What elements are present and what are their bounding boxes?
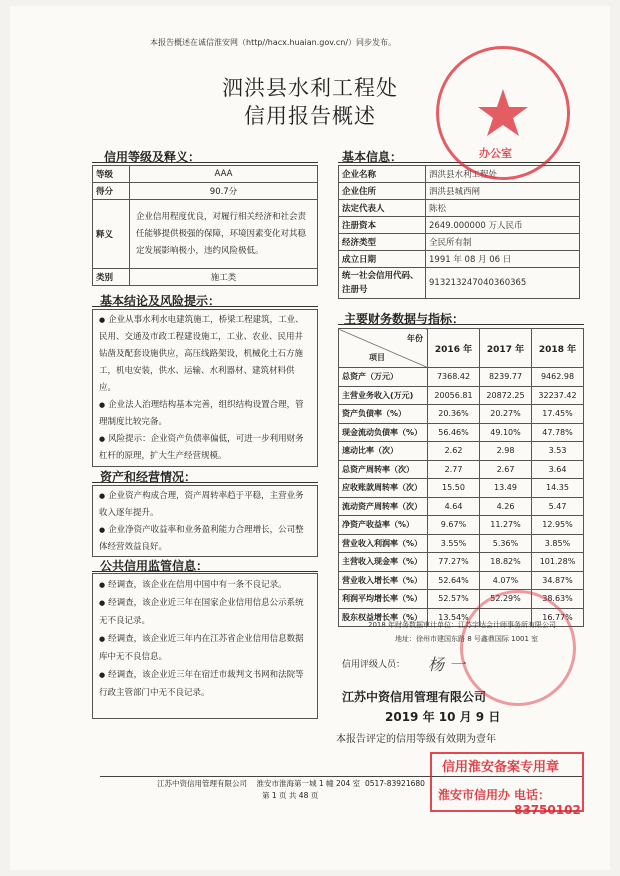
footer-company-line bbox=[157, 778, 425, 789]
address-value: 泗洪县城西闸 bbox=[426, 183, 580, 200]
metric-value: 15.50 bbox=[428, 479, 480, 498]
metric-value: 11.27% bbox=[480, 516, 532, 535]
metric-name: 总资产周转率（次） bbox=[339, 460, 428, 479]
stamp-line1: 信用淮安备案专用章 bbox=[442, 760, 560, 775]
finance-row bbox=[339, 479, 584, 498]
year-header: 2016 年 bbox=[428, 329, 480, 368]
metric-value: 8239.77 bbox=[480, 368, 532, 387]
legal-rep-value: 陈松 bbox=[426, 200, 580, 217]
metric-value: 3.85% bbox=[532, 534, 584, 553]
metric-value: 34.87% bbox=[532, 571, 584, 590]
corner-item: 项目 bbox=[369, 353, 385, 362]
bottom-seal bbox=[460, 590, 576, 706]
meaning-value: 企业信用程度优良，对履行相关经济和社会责任能够提供极强的保障，环境因素变化对其稳定发展影响极小，违约风险极低。 bbox=[130, 200, 318, 269]
conclusion-item: ● 风险提示：企业资产负债率偏低，可进一步利用财务杠杆的原理，扩大生产经营规模。 bbox=[99, 431, 311, 465]
metric-name: 主营收入现金率（%） bbox=[339, 553, 428, 572]
metric-value: 47.78% bbox=[532, 423, 584, 442]
metric-value: 77.27% bbox=[428, 553, 480, 572]
metric-value: 20.36% bbox=[428, 405, 480, 424]
metric-value: 13.49 bbox=[480, 479, 532, 498]
audit-note: 2018 年财务数据审计单位：江苏宇达会计师事务所有限公司 bbox=[368, 621, 557, 629]
finance-row bbox=[339, 423, 584, 442]
finance-heading: 主要财务数据与指标： bbox=[344, 312, 465, 326]
finance-row bbox=[339, 516, 584, 535]
stamp-line3: 电话：83750102 bbox=[514, 788, 581, 817]
metric-value: 20872.25 bbox=[480, 386, 532, 405]
finance-row bbox=[339, 571, 584, 590]
category-label: 类别 bbox=[93, 269, 130, 286]
public-item: ● 经调查，该企业近三年在宿迁市裁判文书网和法院等行政主管部门中无不良记录。 bbox=[99, 666, 311, 702]
metric-name: 利润平均增长率（%） bbox=[339, 590, 428, 609]
credit-code-label: 统一社会信用代码、注册号 bbox=[339, 268, 426, 299]
corner-year: 年份 bbox=[407, 334, 423, 343]
metric-value: 18.82% bbox=[480, 553, 532, 572]
basic-heading: 基本信息： bbox=[342, 150, 403, 164]
metric-value: 3.53 bbox=[532, 442, 584, 461]
divider bbox=[338, 324, 584, 325]
metric-name: 速动比率（次） bbox=[339, 442, 428, 461]
finance-row bbox=[339, 368, 584, 387]
audit-address: 地址：徐州市建国东路 8 号鑫鼎国际 1001 室 bbox=[395, 635, 539, 643]
public-item: ● 经调查，该企业近三年在国家企业信用信息公示系统无不良记录。 bbox=[99, 594, 311, 630]
economy-type-label: 经济类型 bbox=[339, 234, 426, 251]
credit-code-value: 913213247040360365 bbox=[426, 268, 580, 299]
issue-date: 2019 年 10 月 9 日 bbox=[385, 710, 501, 724]
metric-name: 主营业务收入(万元) bbox=[339, 386, 428, 405]
divider bbox=[92, 162, 318, 163]
grade-value: AAA bbox=[130, 166, 318, 183]
category-value: 施工类 bbox=[130, 269, 318, 286]
finance-row bbox=[339, 460, 584, 479]
footer-phone: 0517-83921680 bbox=[364, 779, 425, 788]
conclusion-heading: 基本结论及风险提示： bbox=[100, 294, 221, 308]
score-label: 得分 bbox=[93, 183, 130, 200]
metric-value: 3.55% bbox=[428, 534, 480, 553]
credit-heading: 信用等级及释义： bbox=[104, 150, 201, 164]
year-header: 2017 年 bbox=[480, 329, 532, 368]
metric-value: 4.64 bbox=[428, 497, 480, 516]
finance-row bbox=[339, 497, 584, 516]
company-name-value: 泗洪县水利工程处 bbox=[426, 166, 580, 183]
year-header: 2018 年 bbox=[532, 329, 584, 368]
company-name-label: 企业名称 bbox=[339, 166, 426, 183]
legal-rep-label: 法定代表人 bbox=[339, 200, 426, 217]
conclusion-item: ● 企业法人治理结构基本完善，组织结构设置合理，管理制度比较完备。 bbox=[99, 397, 311, 431]
finance-row bbox=[339, 386, 584, 405]
report-title: 信用报告概述 bbox=[244, 104, 376, 128]
public-heading: 公共信用监管信息： bbox=[100, 559, 209, 573]
metric-value: 2.98 bbox=[480, 442, 532, 461]
metric-value: 52.29% bbox=[480, 590, 532, 609]
rater-label: 信用评级人员： bbox=[342, 660, 406, 670]
metric-name: 总资产（万元） bbox=[339, 368, 428, 387]
metric-name: 现金流动负债率（%） bbox=[339, 423, 428, 442]
metric-value: 16.77% bbox=[532, 608, 584, 627]
finance-table bbox=[338, 328, 584, 627]
metric-name: 应收账款周转率（次） bbox=[339, 479, 428, 498]
conclusion-box bbox=[92, 309, 318, 467]
metric-name: 资产负债率（%） bbox=[339, 405, 428, 424]
company-seal bbox=[436, 46, 570, 180]
capital-value: 2649.000000 万人民币 bbox=[426, 217, 580, 234]
metric-value: 17.45% bbox=[532, 405, 584, 424]
meaning-label: 释义 bbox=[93, 200, 130, 269]
conclusion-item: ● 企业从事水利水电建筑施工，桥梁工程建筑，工业、民用、交通及市政工程建设施工，工业、农业、民用井钻凿及配套设施供应，高压线路架设，机械化土石方施工，机电安装，供水、运输、水利器材、建筑材料供应。 bbox=[99, 312, 311, 397]
capital-label: 注册资本 bbox=[339, 217, 426, 234]
metric-value: 32237.42 bbox=[532, 386, 584, 405]
metric-name: 营业收入增长率（%） bbox=[339, 571, 428, 590]
footer-company: 江苏中资信用管理有限公司 bbox=[157, 779, 247, 788]
public-item: ● 经调查，该企业近三年内在江苏省企业信用信息数据库中无不良信息。 bbox=[99, 630, 311, 666]
metric-value: 9.67% bbox=[428, 516, 480, 535]
divider bbox=[92, 306, 318, 307]
metric-value: 14.35 bbox=[532, 479, 584, 498]
metric-value: 20056.81 bbox=[428, 386, 480, 405]
page-number: 第 1 页 共 48 页 bbox=[262, 791, 319, 800]
credit-table bbox=[92, 165, 318, 286]
founded-value: 1991 年 08 月 06 日 bbox=[426, 251, 580, 268]
metric-value: 4.07% bbox=[480, 571, 532, 590]
metric-value: 5.36% bbox=[480, 534, 532, 553]
operation-item: ● 企业净资产收益率和业务盈利能力合理增长，公司整体经营效益良好。 bbox=[99, 522, 311, 556]
metric-value: 13.54% bbox=[428, 608, 480, 627]
operation-box bbox=[92, 485, 318, 557]
basic-table bbox=[338, 165, 580, 299]
seal-bottom-text: 办公室 bbox=[479, 147, 512, 160]
metric-value: 52.57% bbox=[428, 590, 480, 609]
divider bbox=[92, 571, 318, 572]
finance-row bbox=[339, 553, 584, 572]
founded-label: 成立日期 bbox=[339, 251, 426, 268]
validity-note: 本报告评定的信用等级有效期为壹年 bbox=[336, 734, 496, 745]
public-item: ● 经调查，该企业在信用中国中有一条不良记录。 bbox=[99, 576, 311, 594]
metric-value: 3.64 bbox=[532, 460, 584, 479]
economy-type-value: 全民所有制 bbox=[426, 234, 580, 251]
metric-value: 49.10% bbox=[480, 423, 532, 442]
metric-value: 20.27% bbox=[480, 405, 532, 424]
filing-stamp bbox=[430, 752, 584, 817]
metric-value: 12.95% bbox=[532, 516, 584, 535]
operation-item: ● 企业资产构成合理，资产周转率趋于平稳，主营业务收入逐年提升。 bbox=[99, 488, 311, 522]
metric-name: 股东权益增长率（%） bbox=[339, 608, 428, 627]
metric-name: 流动资产周转率（次） bbox=[339, 497, 428, 516]
public-box bbox=[92, 573, 318, 719]
corner-header bbox=[339, 329, 428, 368]
address-label: 企业住所 bbox=[339, 183, 426, 200]
footer-address: 淮安市淮海第一城 1 幢 204 室 bbox=[256, 779, 361, 788]
report-title-org: 泗洪县水利工程处 bbox=[222, 76, 398, 100]
metric-value: 56.46% bbox=[428, 423, 480, 442]
metric-value: 52.64% bbox=[428, 571, 480, 590]
metric-value: 2.67 bbox=[480, 460, 532, 479]
metric-value: 2.77 bbox=[428, 460, 480, 479]
metric-value: 5.47 bbox=[532, 497, 584, 516]
finance-row bbox=[339, 442, 584, 461]
metric-name: 净资产收益率（%） bbox=[339, 516, 428, 535]
metric-value: 7368.42 bbox=[428, 368, 480, 387]
operation-heading: 资产和经营情况： bbox=[100, 470, 197, 484]
grade-label: 等级 bbox=[93, 166, 130, 183]
metric-value: 9462.98 bbox=[532, 368, 584, 387]
metric-value: 101.28% bbox=[532, 553, 584, 572]
publish-notice: 本报告概述在诚信淮安网（http//hacx.huaian.gov.cn/）同步发布。 bbox=[150, 38, 397, 47]
finance-row bbox=[339, 534, 584, 553]
issuer-name: 江苏中资信用管理有限公司 bbox=[342, 690, 487, 704]
metric-value: 4.26 bbox=[480, 497, 532, 516]
metric-value: 2.62 bbox=[428, 442, 480, 461]
stamp-line2: 淮安市信用办 bbox=[438, 788, 511, 802]
divider bbox=[92, 482, 318, 483]
finance-row bbox=[339, 405, 584, 424]
metric-name: 营业收入利润率（%） bbox=[339, 534, 428, 553]
rater-signature: 杨 一 bbox=[428, 655, 466, 674]
metric-value: 38.63% bbox=[532, 590, 584, 609]
score-value: 90.7分 bbox=[130, 183, 318, 200]
